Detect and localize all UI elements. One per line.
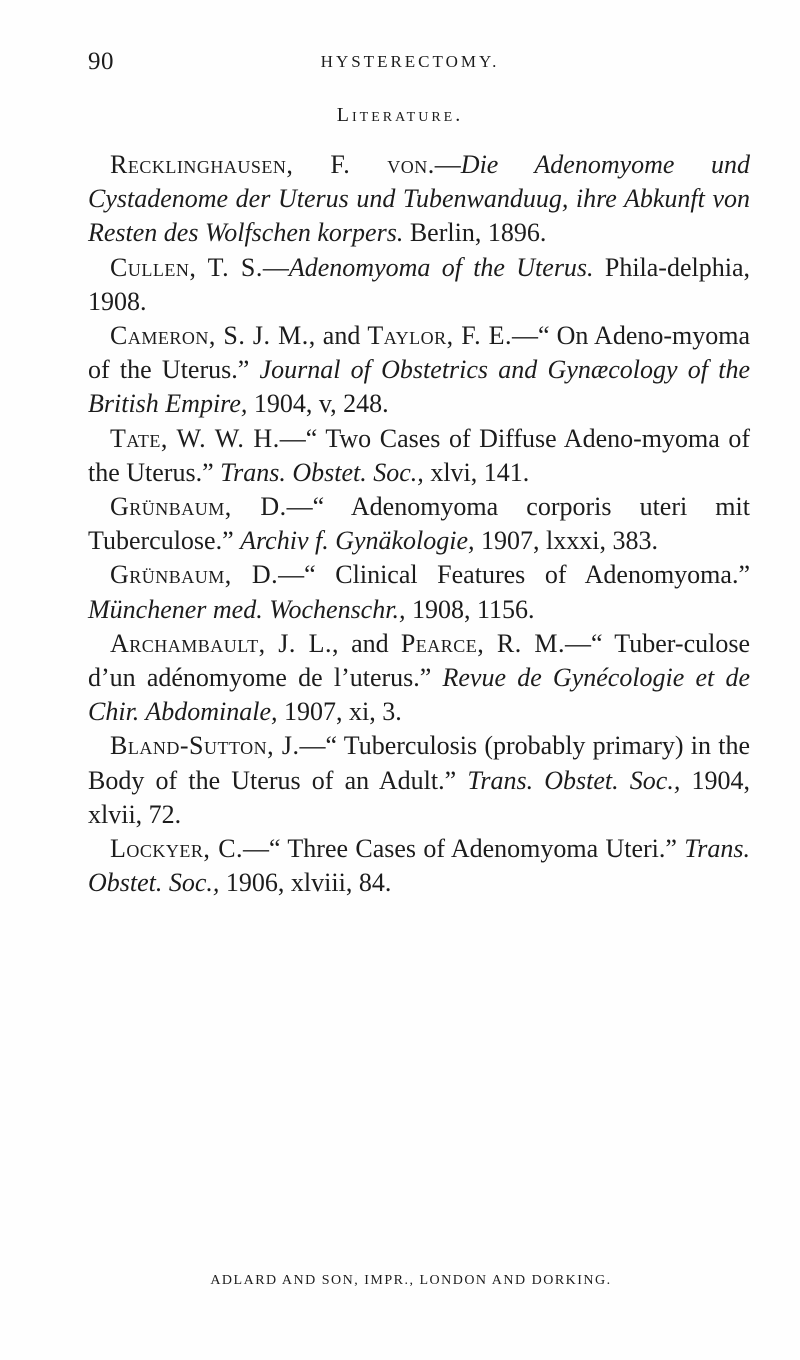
reference-author: Tate, W. W. H. — [110, 423, 280, 453]
reference-journal: Trans. Obstet. Soc., — [88, 834, 750, 898]
reference-entry — [88, 558, 750, 626]
reference-author: Grünbaum, D. — [110, 492, 287, 522]
reference-conjunction: and — [315, 321, 368, 351]
reference-author: Recklinghausen, F. von. — [110, 150, 435, 179]
reference-journal: Münchener med. Wochenschr., — [88, 594, 406, 624]
reference-entry — [88, 490, 750, 558]
reference-title: Adenomyoma of the Uterus. — [288, 252, 594, 282]
reference-article-title: —“ Clinical Features of Adenomyoma.” — [278, 560, 750, 590]
reference-article-title: —“ Two Cases of Diffuse Adeno-myoma of the Uterus.” — [88, 423, 750, 487]
page-number: 90 — [88, 48, 114, 75]
reference-entry — [88, 627, 750, 730]
running-head — [88, 48, 712, 80]
printer-imprint: ADLARD AND SON, IMPR., LONDON AND DORKING. — [210, 1273, 612, 1288]
running-title: HYSTERECTOMY. — [320, 52, 500, 71]
reference-author: Lockyer, C. — [110, 834, 244, 864]
reference-separator: — — [262, 252, 289, 282]
reference-entry — [88, 319, 750, 422]
reference-details: 1907, xi, 3. — [277, 697, 402, 727]
reference-title: Die Adenomyome und Cystadenome der Uterus und Tubenwanduug, ihre Abkunft von Resten des Wolfschen korpers. — [88, 150, 750, 248]
reference-coauthor: Taylor, F. E. — [367, 321, 513, 351]
reference-article-title: —“ Tuber-culose d’un adénomyome de l’uterus.” — [88, 628, 750, 693]
reference-author: Bland-Sutton, J. — [110, 731, 300, 761]
reference-author: Archambault, J. L., — [110, 628, 339, 658]
reference-author: Grünbaum, D. — [110, 560, 279, 590]
reference-journal: Trans. Obstet. Soc., — [467, 765, 681, 795]
reference-article-title: —“ On Adeno-myoma of the Uterus.” — [88, 321, 750, 385]
reference-conjunction: and — [338, 628, 401, 658]
reference-entry — [88, 832, 750, 900]
reference-article-title: —“ Tuberculosis (probably primary) in the Body of the Uterus of an Adult.” — [88, 731, 750, 795]
reference-journal: Trans. Obstet. Soc., — [220, 457, 424, 487]
reference-details: 1904, v, 248. — [247, 389, 389, 419]
reference-journal: Archiv f. Gynäkologie, — [240, 526, 475, 556]
reference-details: Phila-delphia, 1908. — [88, 252, 750, 316]
reference-author: Cameron, S. J. M., — [110, 321, 316, 351]
reference-article-title: —“ Adenomyoma corporis uteri mit Tuberculose.” — [88, 492, 750, 556]
reference-details: 1904, xlvii, 72. — [88, 765, 751, 829]
reference-separator: — — [434, 150, 461, 179]
reference-journal: Revue de Gynécologie et de Chir. Abdominale, — [88, 663, 750, 727]
reference-details: 1908, 1156. — [405, 594, 535, 624]
reference-journal: Journal of Obstetrics and Gynæcology of the British Empire, — [88, 355, 751, 419]
reference-details: xlvi, 141. — [423, 457, 530, 487]
reference-details: 1906, xlviii, 84. — [219, 868, 392, 898]
reference-entry — [88, 422, 750, 490]
reference-article-title: —“ Three Cases of Adenomyoma Uteri.” — [243, 834, 685, 864]
reference-entry — [88, 251, 750, 319]
section-heading: Literature. — [336, 104, 464, 126]
reference-list — [88, 148, 750, 900]
reference-entry — [88, 148, 750, 251]
reference-details: Berlin, 1896. — [403, 218, 547, 248]
reference-author: Cullen, T. S. — [110, 252, 263, 282]
reference-details: 1907, lxxxi, 383. — [474, 526, 658, 556]
reference-entry — [88, 729, 750, 832]
reference-coauthor: Pearce, R. M. — [400, 628, 566, 658]
